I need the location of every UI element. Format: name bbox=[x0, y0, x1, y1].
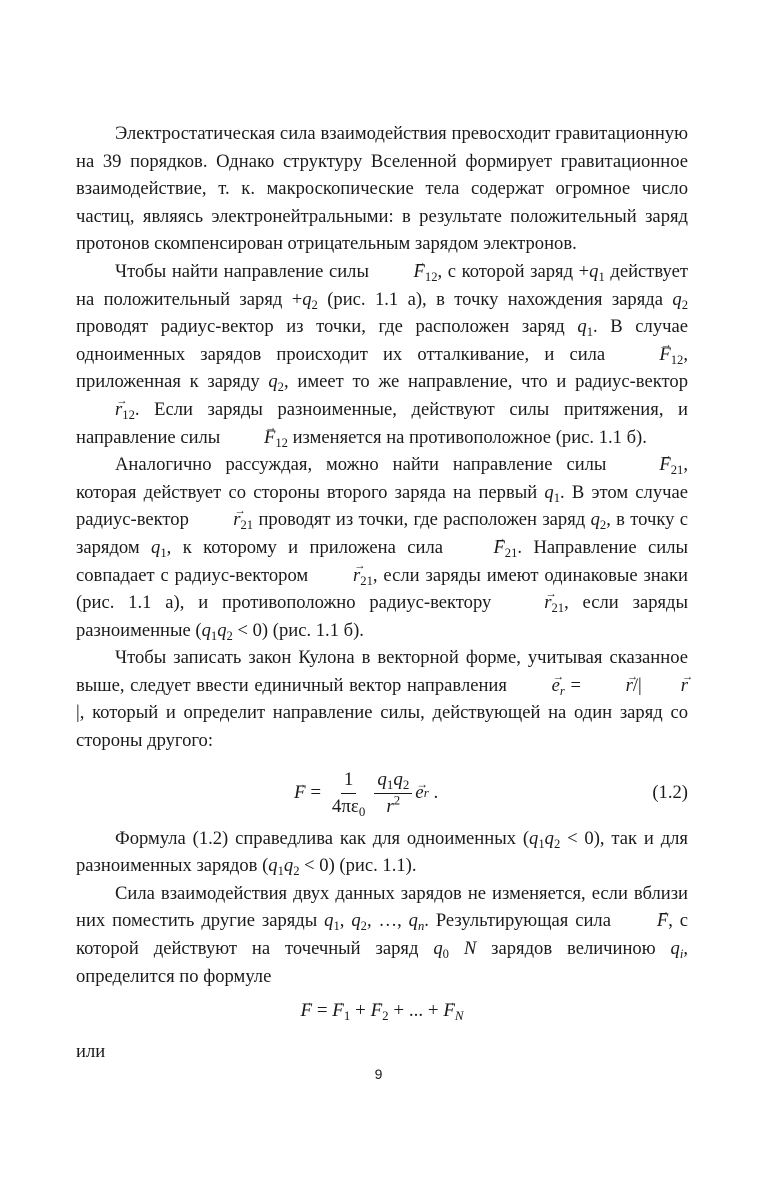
body-text bbox=[76, 120, 688, 1066]
paragraph-6: Сила взаимодействия двух данных зарядов не изменяется, если вблизи них поместить другие заряды $q_1$, $q_2$, …, $q_n$. Результирующая сила → F, с которой действуют на точечный заряд $q_0$ N зарядов величиною $q_i$, определится по формуле bbox=[76, 880, 688, 990]
paragraph-7: или bbox=[76, 1041, 106, 1063]
page-number: 9 bbox=[374, 1066, 383, 1082]
paragraph-4: Чтобы записать закон Кулона в векторной форме, учитывая сказанное выше, следует ввести единичный вектор направления → $e_r$ = → r/|→ r|, который и определит направление силы, действующей на один заряд со стороны другого: bbox=[76, 644, 688, 754]
equation-number: (1.2) bbox=[652, 781, 688, 803]
superposition-formula: → F = → $F_1$ + → $F_2$ + ... + → $F_N$ bbox=[76, 990, 688, 1038]
paragraph-1: Электростатическая сила взаимодействия превосходит гравитационную на 39 порядков. Однако структуру Вселенной формирует гравитационное взаимодействие, т. к. макроскопические тела содержат огромное число частиц, являясь электронейтральными: в результате положительный заряд протонов скомпенсирован отрицательным зарядом электронов. bbox=[76, 123, 688, 255]
coulomb-vector-formula: → F = $\frac{1}{4\pi\varepsilon_0}$ $\frac{q_1q_2}{r^2}$ → e r . bbox=[294, 769, 438, 818]
paragraph-5: Формула (1.2) справедлива как для одноименных $(q_1q_2 < 0)$, так и для разноименных зарядов $(q_1q_2 < 0)$ (рис. 1.1). bbox=[76, 827, 688, 879]
paragraph-2: Чтобы найти направление силы → $F_{12}$, с которой заряд $+q_1$ действует на положительный заряд $+q_2$ (рис. 1.1 а), в точку нахождения заряда $q_2$ проводят радиус-вектор из точки, где расположен заряд $q_1$. В случае одноименных зарядов происходит их отталкивание, и сила → $F_{12}$, приложенная к заряду $q_2$, имеет то же направление, что и радиус-вектор → $r_{12}$. Если заряды разноименные, действуют силы притяжения, и направление силы → $F_{12}$ изменяется на противоположное (рис. 1.1 б). bbox=[76, 258, 688, 451]
equation-1-2 bbox=[76, 755, 688, 825]
paragraph-3: Аналогично рассуждая, можно найти направление силы → $F_{21}$, которая действует со стороны второго заряда на первый $q_1$. В этом случае радиус-вектор → $r_{21}$ проводят из точки, где расположен заряд $q_2$, в точку с зарядом $q_1$, к которому и приложена сила → $F_{21}$. Направление силы совпадает с радиус-вектором → $r_{21}$, если заряды имеют одинаковые знаки (рис. 1.1 а), и противоположно радиус-вектору → $r_{21}$, если заряды разноименные $(q_1q_2 < 0)$ (рис. 1.1 б). bbox=[76, 451, 688, 644]
